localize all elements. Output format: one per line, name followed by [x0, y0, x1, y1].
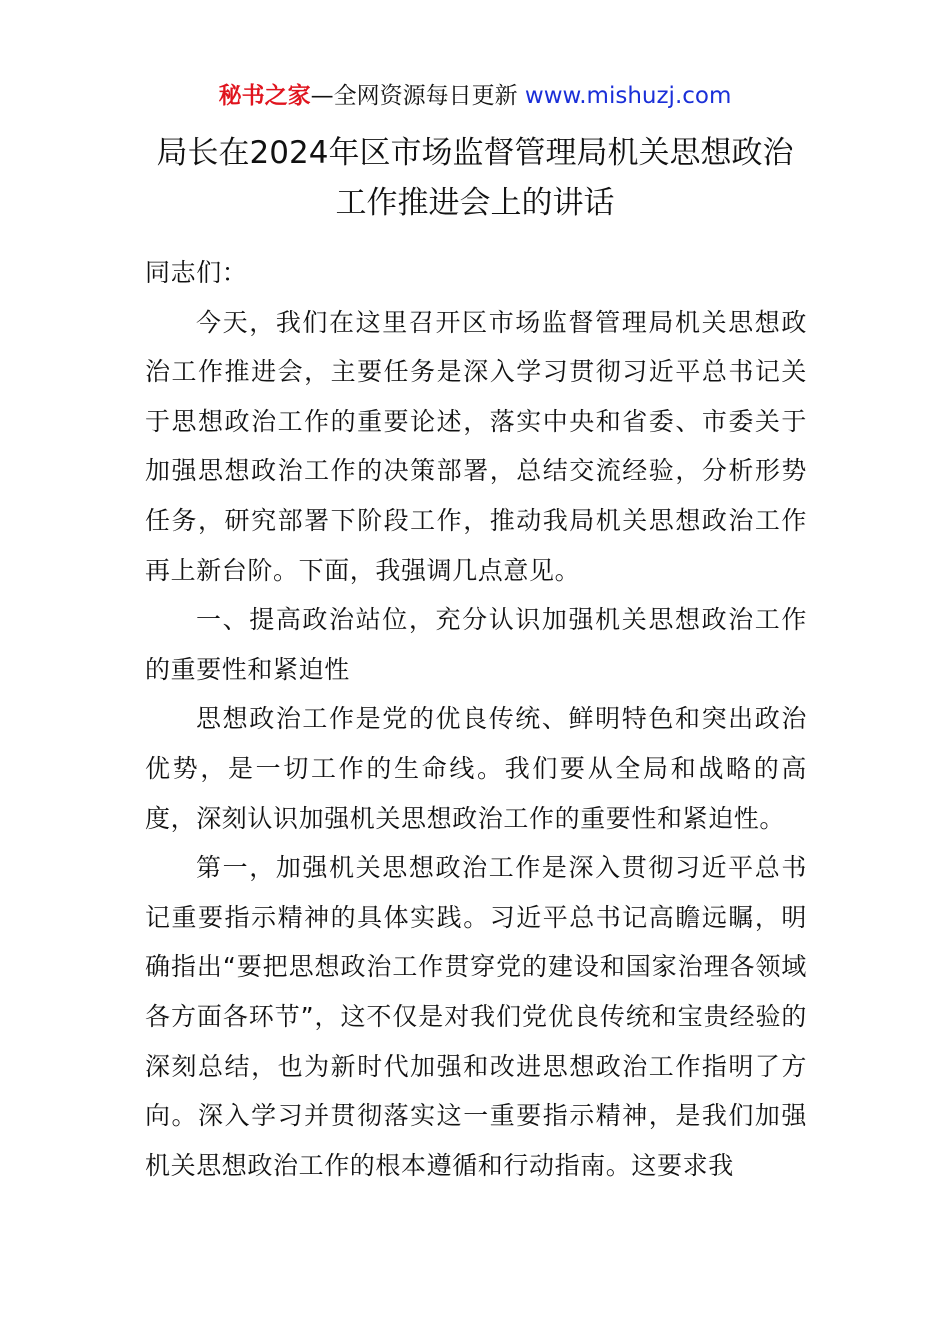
paragraph-section-1: 思想政治工作是党的优良传统、鲜明特色和突出政治优势，是一切工作的生命线。我们要从全局和战略的高度，深刻认识加强机关思想政治工作的重要性和紧迫性。 [145, 704, 807, 833]
paragraph-point-1: 第一，加强机关思想政治工作是深入贯彻习近平总书记重要指示精神的具体实践。习近平总书记高瞻远瞩，明确指出“要把思想政治工作贯穿党的建设和国家治理各领域各方面各环节”，这不仅是对我们党优良传统和宝贵经验的深刻总结，也为新时代加强和改进思想政治工作指明了方向。深入学习并贯彻落实这一重要指示精神，是我们加强机关思想政治工作的根本遵循和行动指南。这要求我 [145, 853, 807, 1180]
document-body [145, 248, 807, 1190]
site-url-link[interactable]: www.mishuzj.com [524, 83, 732, 109]
site-header [0, 80, 950, 112]
title-line-1: 局长在2024年区市场监督管理局机关思想政治 [156, 135, 794, 171]
paragraph-intro: 今天，我们在这里召开区市场监督管理局机关思想政治工作推进会，主要任务是深入学习贯彻习近平总书记关于思想政治工作的重要论述，落实中央和省委、市委关于加强思想政治工作的决策部署，总结交流经验，分析形势任务，研究部署下阶段工作，推动我局机关思想政治工作再上新台阶。下面，我强调几点意见。 [145, 307, 807, 585]
document-title [0, 128, 950, 228]
brand-name: 秘书之家 [218, 83, 311, 109]
title-line-2: 工作推进会上的讲话 [335, 185, 615, 221]
salutation: 同志们： [145, 258, 248, 287]
section-heading-1: 一、提高政治站位，充分认识加强机关思想政治工作的重要性和紧迫性 [145, 605, 807, 684]
header-tagline: —全网资源每日更新 [310, 83, 518, 109]
